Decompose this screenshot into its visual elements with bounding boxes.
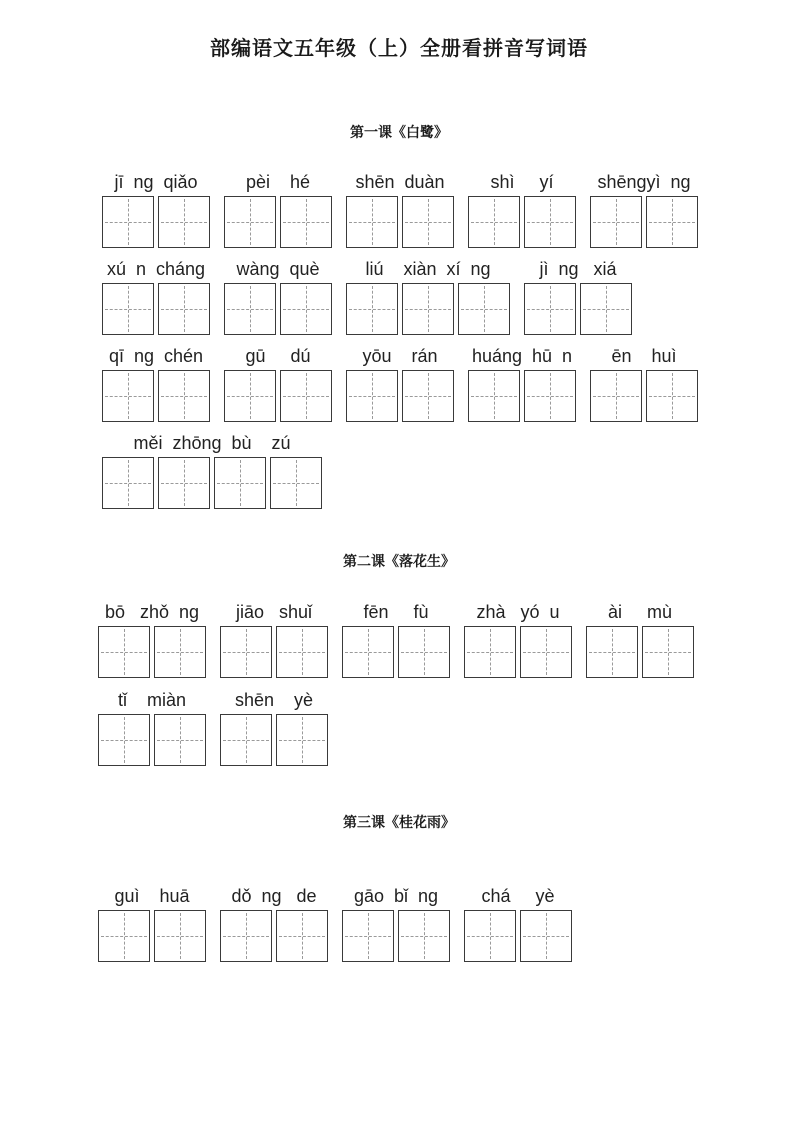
writing-box[interactable]: [102, 370, 154, 422]
writing-box[interactable]: [102, 457, 154, 509]
lesson-2-row-2: [98, 686, 342, 766]
pinyin-label: jì ng xiá: [539, 259, 617, 279]
writing-boxes: [98, 626, 206, 678]
word-group: [342, 598, 450, 678]
pinyin-label: ài mù: [607, 602, 673, 622]
word-group: [220, 686, 328, 766]
writing-boxes: [524, 283, 632, 335]
writing-box[interactable]: [220, 910, 272, 962]
writing-box[interactable]: [346, 370, 398, 422]
lesson-3-row-1: [98, 882, 586, 962]
writing-boxes: [98, 910, 206, 962]
pinyin-label: ēn huì: [611, 346, 677, 366]
writing-box[interactable]: [586, 626, 638, 678]
writing-box[interactable]: [524, 370, 576, 422]
writing-box[interactable]: [398, 910, 450, 962]
writing-box[interactable]: [342, 910, 394, 962]
writing-box[interactable]: [642, 626, 694, 678]
writing-box[interactable]: [102, 196, 154, 248]
writing-boxes: [102, 457, 322, 509]
writing-box[interactable]: [276, 910, 328, 962]
pinyin-label: měi zhōng bù zú: [133, 433, 291, 453]
writing-box[interactable]: [464, 626, 516, 678]
word-group: [98, 686, 206, 766]
writing-boxes: [102, 196, 210, 248]
word-group: [98, 598, 206, 678]
writing-box[interactable]: [646, 370, 698, 422]
pinyin-label: jiāo shuǐ: [235, 602, 313, 622]
lesson-1-title: 第一课《白鹭》: [350, 125, 448, 141]
writing-boxes: [346, 370, 454, 422]
writing-boxes: [346, 196, 454, 248]
writing-box[interactable]: [590, 370, 642, 422]
pinyin-label: pèi hé: [245, 172, 311, 192]
writing-box[interactable]: [224, 283, 276, 335]
word-group: [524, 255, 632, 335]
writing-box[interactable]: [220, 714, 272, 766]
writing-box[interactable]: [458, 283, 510, 335]
writing-box[interactable]: [98, 910, 150, 962]
word-group: [220, 598, 328, 678]
writing-box[interactable]: [468, 370, 520, 422]
writing-box[interactable]: [270, 457, 322, 509]
lesson-1-row-2: [102, 255, 646, 335]
writing-box[interactable]: [468, 196, 520, 248]
word-group: [102, 255, 210, 335]
writing-box[interactable]: [154, 910, 206, 962]
writing-boxes: [468, 196, 576, 248]
word-group: [464, 882, 572, 962]
word-group: [102, 168, 210, 248]
word-group: [98, 882, 206, 962]
writing-box[interactable]: [214, 457, 266, 509]
lesson-2-title: 第二课《落花生》: [343, 554, 455, 570]
word-group: [464, 598, 572, 678]
word-group: [346, 342, 454, 422]
writing-box[interactable]: [158, 457, 210, 509]
pinyin-label: shēn yè: [234, 690, 314, 710]
writing-box[interactable]: [220, 626, 272, 678]
writing-boxes: [590, 370, 698, 422]
writing-box[interactable]: [154, 714, 206, 766]
writing-boxes: [346, 283, 510, 335]
pinyin-label: xú n cháng: [106, 259, 206, 279]
word-group: [468, 342, 576, 422]
writing-boxes: [586, 626, 694, 678]
pinyin-label: gū dú: [245, 346, 311, 366]
writing-box[interactable]: [224, 196, 276, 248]
writing-box[interactable]: [524, 196, 576, 248]
writing-box[interactable]: [402, 370, 454, 422]
pinyin-label: yōu rán: [362, 346, 438, 366]
writing-boxes: [220, 714, 328, 766]
page-title: 部编语文五年级（上）全册看拼音写词语: [210, 36, 588, 60]
pinyin-label: chá yè: [481, 886, 555, 906]
word-group: [346, 168, 454, 248]
writing-boxes: [220, 626, 328, 678]
writing-box[interactable]: [280, 283, 332, 335]
writing-box[interactable]: [580, 283, 632, 335]
word-group: [102, 429, 322, 509]
writing-box[interactable]: [520, 626, 572, 678]
writing-box[interactable]: [346, 283, 398, 335]
word-group: [346, 255, 510, 335]
writing-box[interactable]: [342, 626, 394, 678]
pinyin-label: shēn duàn: [355, 172, 445, 192]
writing-box[interactable]: [590, 196, 642, 248]
word-group: [590, 342, 698, 422]
writing-box[interactable]: [158, 283, 210, 335]
writing-box[interactable]: [276, 714, 328, 766]
writing-box[interactable]: [276, 626, 328, 678]
word-group: [342, 882, 450, 962]
writing-box[interactable]: [280, 196, 332, 248]
writing-boxes: [224, 196, 332, 248]
writing-box[interactable]: [158, 196, 210, 248]
word-group: [586, 598, 694, 678]
word-group: [224, 255, 332, 335]
pinyin-label: guì huā: [114, 886, 190, 906]
pinyin-label: zhà yó u: [476, 602, 560, 622]
pinyin-label: fēn fù: [363, 602, 429, 622]
pinyin-label: bō zhǒ ng: [104, 602, 200, 622]
word-group: [468, 168, 576, 248]
writing-box[interactable]: [346, 196, 398, 248]
word-group: [220, 882, 328, 962]
word-group: [224, 168, 332, 248]
writing-boxes: [220, 910, 328, 962]
writing-box[interactable]: [402, 196, 454, 248]
writing-box[interactable]: [98, 626, 150, 678]
writing-boxes: [468, 370, 576, 422]
word-group: [224, 342, 332, 422]
lesson-1-row-4: [102, 429, 336, 509]
pinyin-label: huáng hū n: [471, 346, 573, 366]
lesson-3-title: 第三课《桂花雨》: [343, 815, 455, 831]
pinyin-label: liú xiàn xí ng: [365, 259, 491, 279]
pinyin-label: dǒ ng de: [231, 886, 317, 906]
writing-box[interactable]: [646, 196, 698, 248]
word-group: [590, 168, 698, 248]
writing-box[interactable]: [402, 283, 454, 335]
writing-boxes: [464, 910, 572, 962]
writing-box[interactable]: [524, 283, 576, 335]
writing-boxes: [102, 283, 210, 335]
pinyin-label: gāo bǐ ng: [353, 886, 439, 906]
writing-boxes: [590, 196, 698, 248]
writing-boxes: [464, 626, 572, 678]
writing-box[interactable]: [520, 910, 572, 962]
writing-box[interactable]: [464, 910, 516, 962]
word-group: [102, 342, 210, 422]
writing-box[interactable]: [224, 370, 276, 422]
writing-boxes: [342, 626, 450, 678]
pinyin-label: jī ng qiǎo: [114, 172, 198, 192]
writing-box[interactable]: [158, 370, 210, 422]
writing-box[interactable]: [280, 370, 332, 422]
writing-box[interactable]: [102, 283, 154, 335]
writing-box[interactable]: [154, 626, 206, 678]
writing-boxes: [224, 370, 332, 422]
writing-box[interactable]: [98, 714, 150, 766]
pinyin-label: shēngyì ng: [597, 172, 691, 192]
writing-boxes: [102, 370, 210, 422]
writing-boxes: [98, 714, 206, 766]
pinyin-label: qī ng chén: [108, 346, 204, 366]
lesson-2-row-1: [98, 598, 708, 678]
writing-boxes: [342, 910, 450, 962]
writing-boxes: [224, 283, 332, 335]
pinyin-label: shì yí: [490, 172, 554, 192]
writing-box[interactable]: [398, 626, 450, 678]
pinyin-label: tǐ miàn: [117, 690, 187, 710]
lesson-1-row-3: [102, 342, 712, 422]
pinyin-label: wàng què: [236, 259, 320, 279]
lesson-1-row-1: [102, 168, 712, 248]
